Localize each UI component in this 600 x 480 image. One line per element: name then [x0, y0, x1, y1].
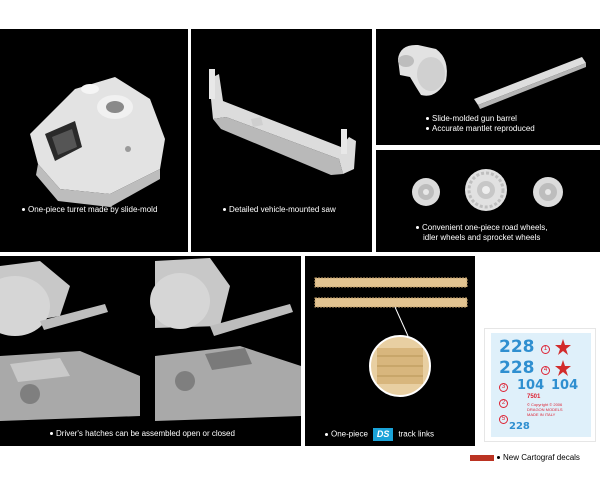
decals-caption: New Cartograf decals	[470, 453, 580, 462]
bullet-icon	[426, 127, 429, 130]
bullet-icon	[426, 117, 429, 120]
decal-number: 104	[517, 378, 545, 393]
turret-panel	[0, 29, 188, 252]
decal-number: 228	[509, 421, 530, 432]
hatches-panel	[0, 256, 301, 446]
decal-brand: DRAGON MODELS	[527, 407, 563, 412]
tracks-image	[305, 256, 475, 446]
hatches-caption: Driver's hatches can be assembled open or closed	[50, 429, 235, 439]
bullet-icon	[223, 208, 226, 211]
turret-caption: One-piece turret made by slide-mold	[22, 205, 157, 215]
sprocket-wheel	[412, 178, 440, 206]
barrel-caption-1: Slide-molded gun barrel	[426, 114, 517, 124]
decal-number: 104	[551, 378, 579, 393]
ds-logo-icon: DS	[373, 428, 393, 441]
wheels-caption-1: Convenient one-piece road wheels,	[416, 223, 547, 233]
decal-number: 228	[499, 358, 535, 378]
cartograf-logo-icon	[470, 455, 494, 461]
idler-wheel	[533, 177, 563, 207]
bullet-icon	[497, 456, 500, 459]
saw-image	[191, 29, 372, 252]
decal-sheet-card	[484, 328, 596, 442]
decal-index: 1	[541, 345, 550, 354]
tracks-panel	[305, 256, 475, 446]
decal-origin: MADE IN ITALY	[527, 412, 556, 417]
red-star-icon	[555, 339, 571, 355]
decal-index: 5	[499, 415, 508, 424]
bullet-icon	[325, 433, 328, 436]
bullet-icon	[416, 226, 419, 229]
barrel-panel	[376, 29, 600, 145]
saw-caption: Detailed vehicle-mounted saw	[223, 205, 336, 215]
turret-image	[0, 29, 188, 252]
tracks-caption: One-piece DS track links	[325, 428, 434, 441]
wheels-caption-2: idler wheels and sprocket wheels	[423, 233, 541, 242]
bullet-icon	[22, 208, 25, 211]
decal-sheet	[491, 333, 591, 437]
decal-number: 228	[499, 337, 535, 357]
decal-code: 7501	[527, 394, 541, 400]
decal-index: 3	[499, 383, 508, 392]
decal-index: 2	[499, 399, 508, 408]
road-wheel	[465, 169, 507, 211]
red-star-icon	[555, 360, 571, 376]
hatches-image	[0, 256, 301, 446]
bullet-icon	[50, 432, 53, 435]
wheels-panel	[376, 150, 600, 252]
barrel-caption-2: Accurate mantlet reproduced	[426, 124, 535, 134]
saw-panel	[191, 29, 372, 252]
decal-index: 4	[541, 366, 550, 375]
decal-copyright: © Copyright © 2006	[527, 402, 563, 407]
